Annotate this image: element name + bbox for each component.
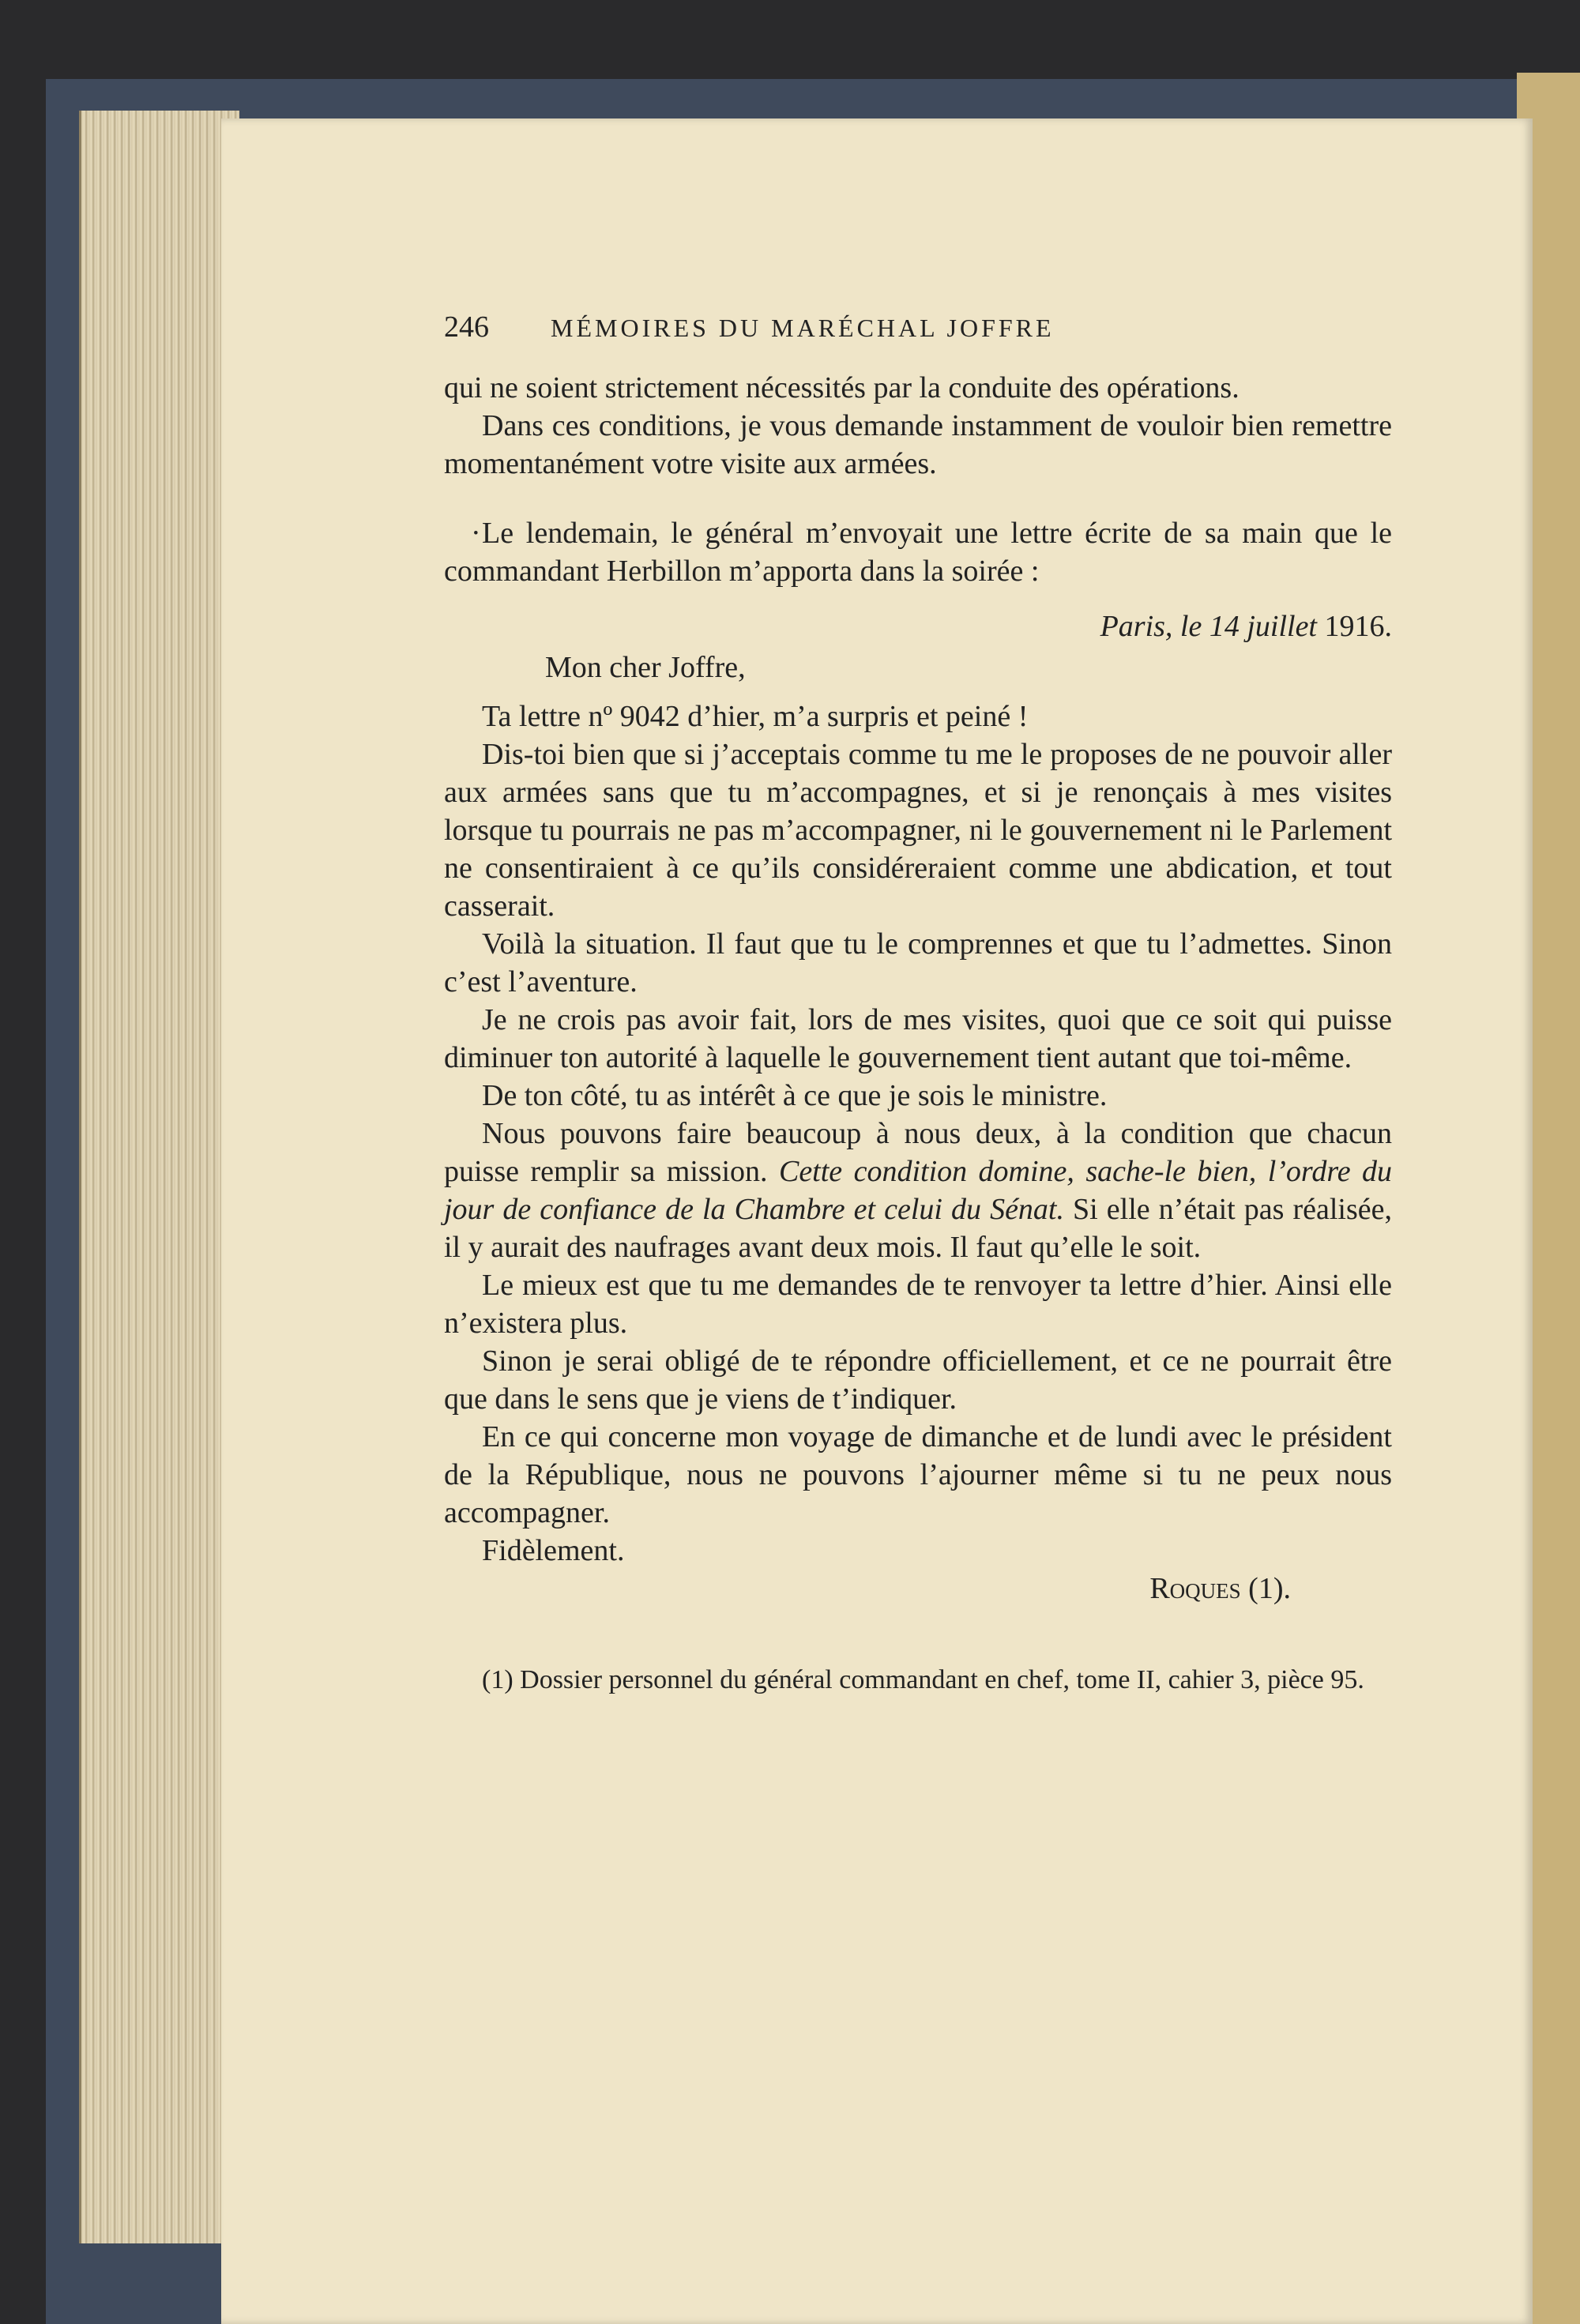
- letter-paragraph-6-italic: Cette condition domine, sache-le bien, l’ordre du jour de confiance de la Chambre et celui du Sénat.: [444, 1155, 1392, 1226]
- paragraph-1: qui ne soient strictement nécessités par la conduite des opérations.: [444, 371, 1240, 404]
- letter-paragraph-7: Le mieux est que tu me demandes de te renvoyer ta lettre d’hier. Ainsi elle n’existera plus.: [444, 1269, 1392, 1340]
- stray-mark: ·: [471, 517, 481, 550]
- letter-dateline: [444, 607, 1392, 645]
- paragraph-3-text: Le lendemain, le général m’envoyait une lettre écrite de sa main que le commandant Herbillon m’apporta dans la soirée :: [444, 517, 1392, 588]
- footnote: (1) Dossier personnel du général commandant en chef, tome II, cahier 3, pièce 95.: [482, 1665, 1364, 1694]
- letter-paragraph-3: Voilà la situation. Il faut que tu le comprennes et que tu l’admettes. Sinon c’est l’aventure.: [444, 927, 1392, 998]
- letter-closing: Fidèlement.: [482, 1534, 625, 1567]
- letter-paragraph-4: Je ne crois pas avoir fait, lors de mes visites, quoi que ce soit qui puisse diminuer ton autorité à laquelle le gouvernement tient autant que toi-même.: [444, 1003, 1392, 1074]
- page-number: 246: [444, 310, 489, 344]
- letter-salutation: Mon cher Joffre,: [545, 651, 746, 684]
- letter-year: 1916.: [1324, 610, 1392, 643]
- letter-paragraph-8: Sinon je serai obligé de te répondre officiellement, et ce ne pourrait être que dans le sens que je viens de t’indiquer.: [444, 1344, 1392, 1416]
- letter-signature: Roques (1).: [1149, 1572, 1291, 1605]
- letter-place-date: Paris, le 14 juillet: [1100, 610, 1317, 643]
- page-header: [444, 308, 1392, 347]
- paragraph-2: Dans ces conditions, je vous demande instamment de vouloir bien remettre momentanément votre visite aux armées.: [444, 409, 1392, 480]
- paragraph-gap: [444, 483, 1392, 514]
- running-title: MÉMOIRES DU MARÉCHAL JOFFRE: [551, 314, 1055, 342]
- page-stack-edges: [79, 111, 239, 2243]
- letter-paragraph-5: De ton côté, tu as intérêt à ce que je sois le ministre.: [482, 1079, 1108, 1112]
- letter-paragraph-9: En ce qui concerne mon voyage de dimanche et de lundi avec le président de la République, nous ne pouvons l’ajourner même si tu ne peux nous accompagner.: [444, 1420, 1392, 1529]
- letter-paragraph-6-end: Si elle n’était pas réalisée, il y aurait des naufrages avant deux mois. Il faut qu’elle le soit.: [444, 1193, 1393, 1264]
- page-text: [444, 308, 1392, 1698]
- letter-paragraph-6: [444, 1115, 1392, 1266]
- letter-paragraph-2: Dis-toi bien que si j’acceptais comme tu me le proposes de ne pouvoir aller aux armées sans que tu m’accompagnes, et si je renonçais à mes visites lorsque tu pourrais ne pas m’accompagner, ni le gouvernement ni le Parlement ne consentiraient à ce qu’ils considéreraient comme une abdication, et tout casserait.: [444, 738, 1392, 923]
- paragraph-3: [444, 514, 1392, 590]
- letter-paragraph-6-start: Nous pouvons faire beaucoup à nous deux, à la condition que chacun puisse remplir sa mission.: [444, 1117, 1392, 1188]
- letter-paragraph-1: Ta lettre nº 9042 d’hier, m’a surpris et peiné !: [482, 700, 1029, 733]
